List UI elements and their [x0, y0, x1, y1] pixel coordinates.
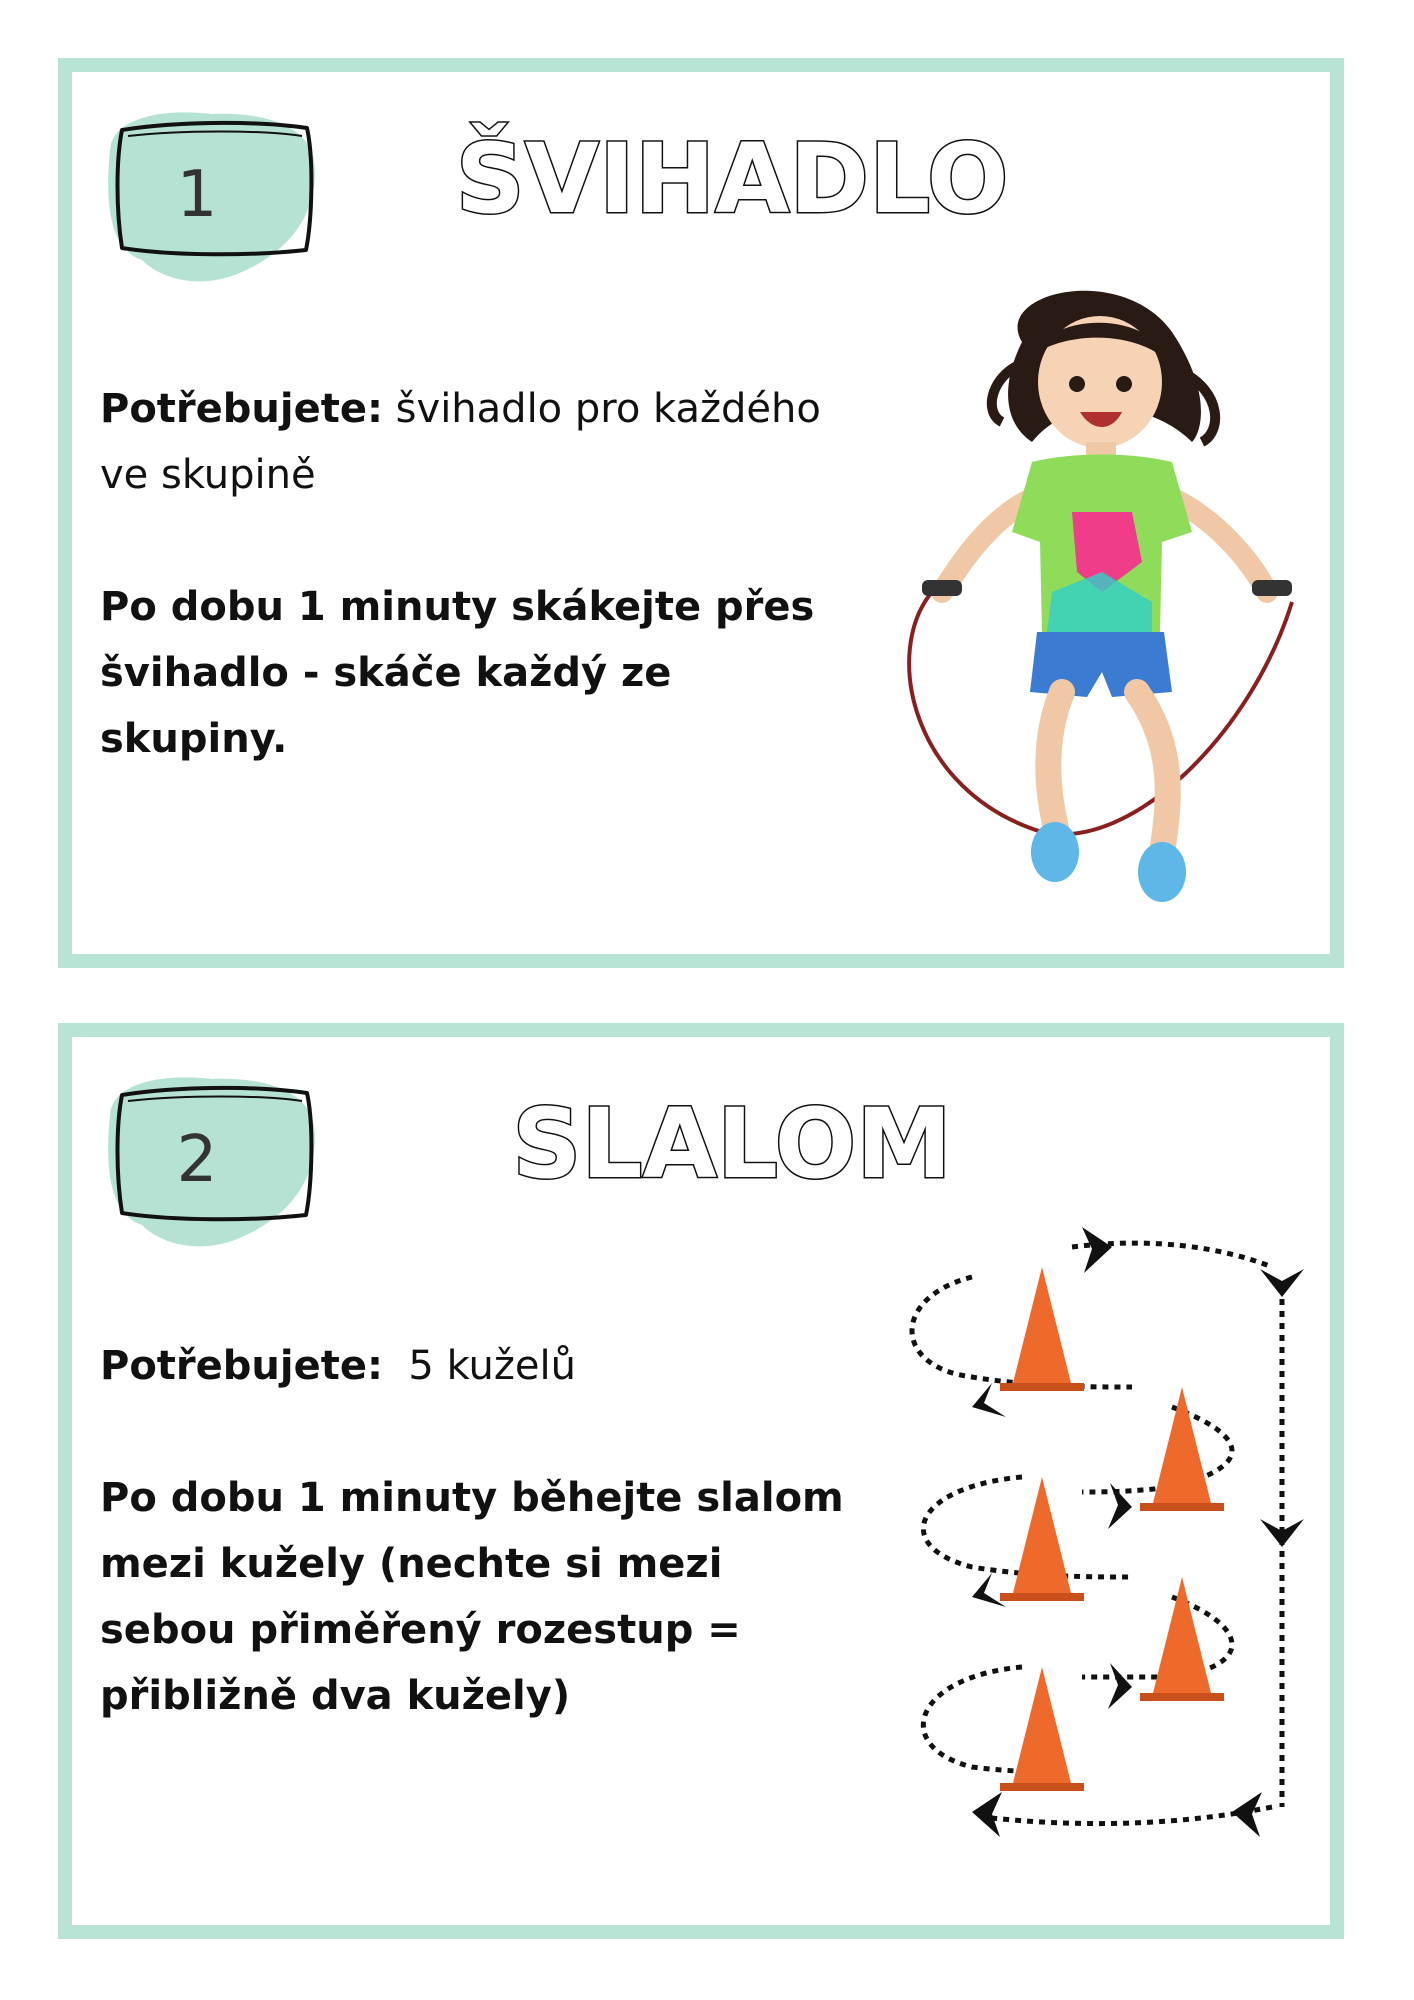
- cones-slalom-diagram: [872, 1207, 1312, 1857]
- needs-line: [100, 1333, 860, 1399]
- needs-line: [100, 376, 860, 508]
- activity-card-2: [58, 1023, 1344, 1939]
- card-text: [100, 376, 860, 772]
- card-title: [452, 112, 1012, 235]
- card-title-text: ŠVIHADLO: [455, 123, 1009, 235]
- needs-label: Potřebujete:: [100, 386, 383, 432]
- number-badge: [92, 100, 332, 300]
- instruction-text: Po dobu 1 minuty běhejte slalom mezi kužely (nechte si mezi sebou přiměřený rozestup = přibližně dva kužely): [100, 1475, 844, 1719]
- needs-label: Potřebujete:: [100, 1343, 383, 1389]
- card-number: 1: [176, 158, 218, 232]
- number-badge: [92, 1065, 332, 1265]
- instruction-text: Po dobu 1 minuty skákejte přes švihadlo - skáče každý ze skupiny.: [100, 584, 815, 762]
- card-title: [452, 1077, 1012, 1200]
- needs-value: 5 kuželů: [382, 1343, 576, 1389]
- activity-card-1: [58, 58, 1344, 968]
- card-number: 2: [176, 1123, 218, 1197]
- needs-value: švihadlo pro každého ve skupině: [100, 386, 821, 498]
- card-text: [100, 1333, 860, 1729]
- cones: [1000, 1267, 1224, 1791]
- card-title-text: SLALOM: [512, 1088, 952, 1200]
- girl-jumping-rope-illustration: [872, 272, 1312, 912]
